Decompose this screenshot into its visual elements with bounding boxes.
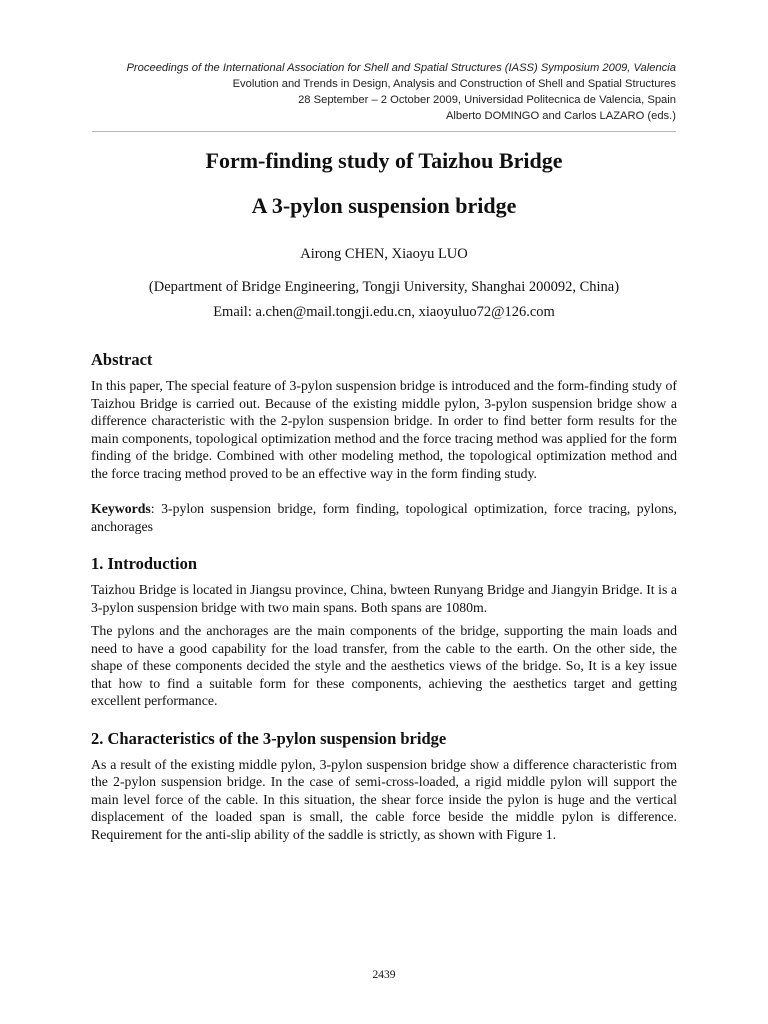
author-email: Email: a.chen@mail.tongji.edu.cn, xiaoyuluo72@126.com [213, 304, 555, 320]
proceedings-header [60, 60, 676, 124]
section-1-paragraph-2: The pylons and the anchorages are the main components of the bridge, supporting the main loads and need to have a good capability for the load transfer, from the cable to the earth. On the other side, the shape of these components decided the style and the aesthetics views of the bridge. So, It is a key issue that how to find a suitable form for these components, achieving the aesthetics target and getting excellent performance. [91, 623, 677, 708]
abstract-text: In this paper, The special feature of 3-pylon suspension bridge is introduced and the form-finding study of Taizhou Bridge is carried out. Because of the existing middle pylon, 3-pylon suspension bridge show a difference characteristic with the 2-pylon suspension bridge. In order to find better form results for the main components, topological optimization method and the force tracing method was applied for the form finding of the bridge. Combined with other modeling method, the topological optimization method and the force tracing method proved to be an effective way in the form finding study. [91, 378, 677, 481]
paper-subtitle: A 3-pylon suspension bridge [251, 193, 517, 218]
abstract-heading: Abstract [91, 350, 153, 369]
header-line-theme: Evolution and Trends in Design, Analysis and Construction of Shell and Spatial Structures [232, 78, 676, 90]
header-line-dates: 28 September – 2 October 2009, Universidad Politecnica de Valencia, Spain [298, 94, 676, 106]
authors: Airong CHEN, Xiaoyu LUO [300, 246, 468, 262]
header-line-editors: Alberto DOMINGO and Carlos LAZARO (eds.) [445, 110, 676, 122]
affiliation: (Department of Bridge Engineering, Tongji University, Shanghai 200092, China) [148, 279, 620, 295]
section-1-heading: 1. Introduction [91, 554, 198, 573]
keywords-label: Keywords [91, 501, 151, 516]
paper-title: Form-finding study of Taizhou Bridge [205, 148, 563, 173]
keywords [91, 500, 677, 535]
section-2-paragraph-1: As a result of the existing middle pylon, 3-pylon suspension bridge show a difference characteristic from the 2-pylon suspension bridge. In the case of semi-cross-loaded, a rigid middle pylon will support the main level force of the cable. In this situation, the shear force inside the pylon is huge and the vertical displacement of the loaded span is small, the cable force beside the middle pylon is difference. Requirement for the anti-slip ability of the saddle is strictly, as shown with Figure 1. [91, 756, 677, 842]
keywords-text: : 3-pylon suspension bridge, form finding, topological optimization, force tracing, pylons, anchorages [91, 501, 677, 534]
paper-body [91, 349, 677, 843]
section-1-paragraph-1: Taizhou Bridge is located in Jiangsu province, China, bwteen Runyang Bridge and Jiangyin Bridge. It is a 3-pylon suspension bridge with two main spans. Both spans are 1080m. [91, 582, 677, 615]
page-number: 2439 [372, 969, 396, 981]
header-divider [92, 131, 676, 132]
title-block [92, 146, 676, 322]
header-line-conference: Proceedings of the International Association for Shell and Spatial Structures (IASS) Symposium 2009, Valencia [126, 62, 676, 74]
section-2-heading: 2. Characteristics of the 3-pylon suspension bridge [91, 728, 447, 748]
